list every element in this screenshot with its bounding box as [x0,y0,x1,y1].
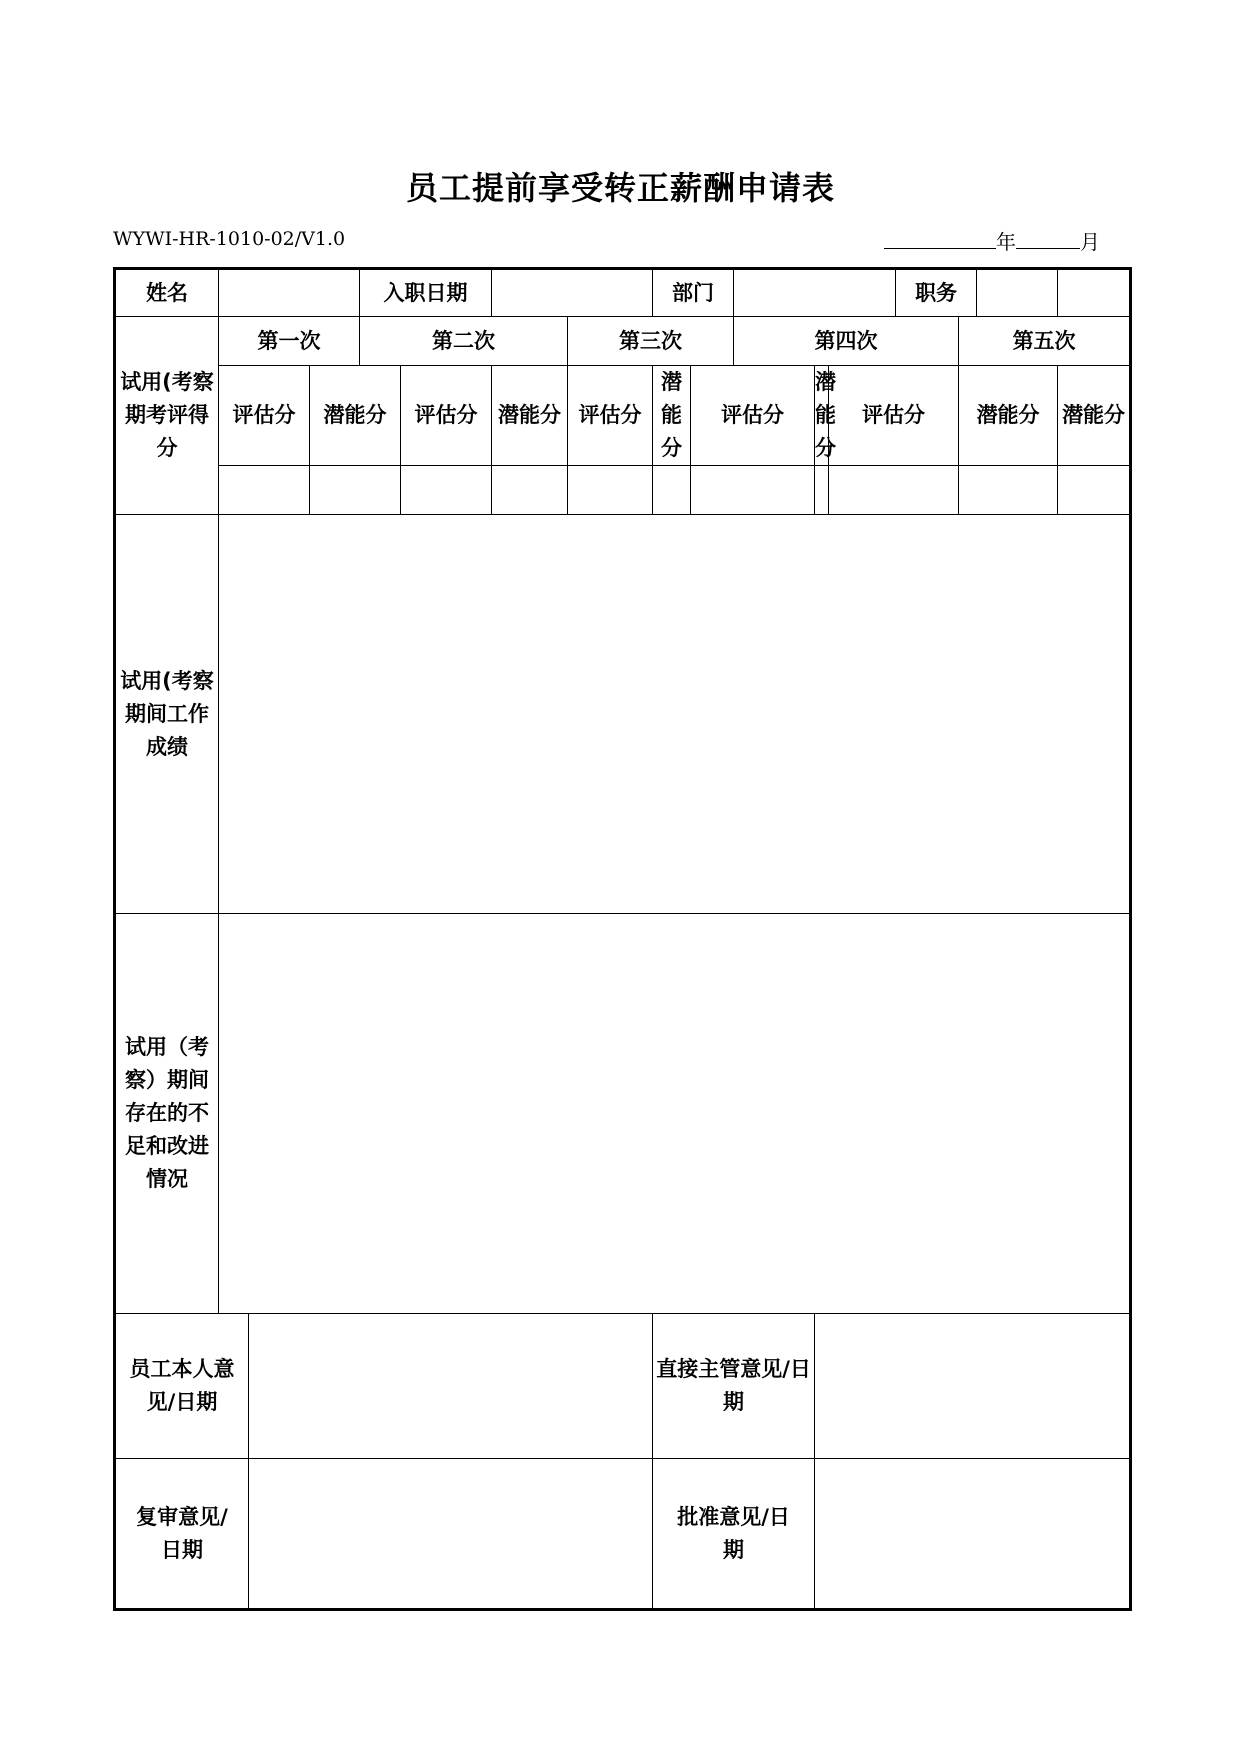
score-cell[interactable] [401,466,492,515]
score-cell[interactable] [219,466,310,515]
round-5-potential-header: 潜能分 [959,366,1058,466]
improvement-field[interactable] [219,914,1131,1314]
document-number: WYWI-HR-1010-02/V1.0 [113,228,346,250]
join-date-field[interactable] [492,269,653,317]
round-4-potential-header: 潜能分 [815,366,829,466]
round-3-potential-header: 潜能分 [653,366,691,466]
employee-opinion-label: 员工本人意见/日期 [115,1314,249,1459]
approval-opinion-label: 批准意见/日期 [653,1459,815,1610]
score-type-row [115,366,1131,466]
dept-field[interactable] [734,269,896,317]
score-section-label: 试用(考察期考评得分 [115,317,219,515]
application-form-table [113,267,1132,1611]
round-1-potential-header: 潜能分 [310,366,401,466]
approval-opinion-field[interactable] [815,1459,1131,1610]
round-1-eval-header: 评估分 [219,366,310,466]
score-cell[interactable] [691,466,815,515]
round-5-eval-header: 评估分 [829,366,959,466]
dept-label: 部门 [653,269,734,317]
supervisor-opinion-label: 直接主管意见/日期 [653,1314,815,1459]
opinion-row-2 [115,1459,1131,1610]
join-date-label: 入职日期 [360,269,492,317]
position-field[interactable] [977,269,1058,317]
month-blank[interactable] [1016,228,1080,249]
round-4-eval-header: 评估分 [691,366,815,466]
name-label: 姓名 [115,269,219,317]
improvement-row [115,914,1131,1314]
round-3-header: 第三次 [568,317,734,366]
employee-opinion-field[interactable] [249,1314,653,1459]
score-cell[interactable] [310,466,401,515]
year-blank[interactable] [884,228,996,249]
performance-field[interactable] [219,515,1131,914]
supervisor-opinion-field[interactable] [815,1314,1131,1459]
name-field[interactable] [219,269,360,317]
score-cell[interactable] [959,466,1058,515]
round-5-header: 第五次 [959,317,1131,366]
performance-row [115,515,1131,914]
score-cell[interactable] [492,466,568,515]
date-line [884,226,1100,255]
score-values-row [115,466,1131,515]
round-1-header: 第一次 [219,317,360,366]
review-opinion-field[interactable] [249,1459,653,1610]
round-3-eval-header: 评估分 [568,366,653,466]
review-opinion-label: 复审意见/日期 [115,1459,249,1610]
form-title: 员工提前享受转正薪酬申请表 [405,169,835,207]
performance-label: 试用(考察期间工作成绩 [115,515,219,914]
score-rounds-row [115,317,1131,366]
opinion-row-1 [115,1314,1131,1459]
basic-info-row [115,269,1131,317]
year-label: 年 [996,230,1016,254]
score-cell[interactable] [815,466,829,515]
round-4-header: 第四次 [734,317,959,366]
position-label: 职务 [896,269,977,317]
score-cell[interactable] [1058,466,1131,515]
round-5-extra-header: 潜能分 [1058,366,1131,466]
score-cell[interactable] [568,466,653,515]
round-2-eval-header: 评估分 [401,366,492,466]
month-label: 月 [1080,230,1100,254]
round-2-potential-header: 潜能分 [492,366,568,466]
score-cell[interactable] [829,466,959,515]
improvement-label: 试用（考察）期间存在的不足和改进情况 [115,914,219,1314]
score-cell[interactable] [653,466,691,515]
round-2-header: 第二次 [360,317,568,366]
